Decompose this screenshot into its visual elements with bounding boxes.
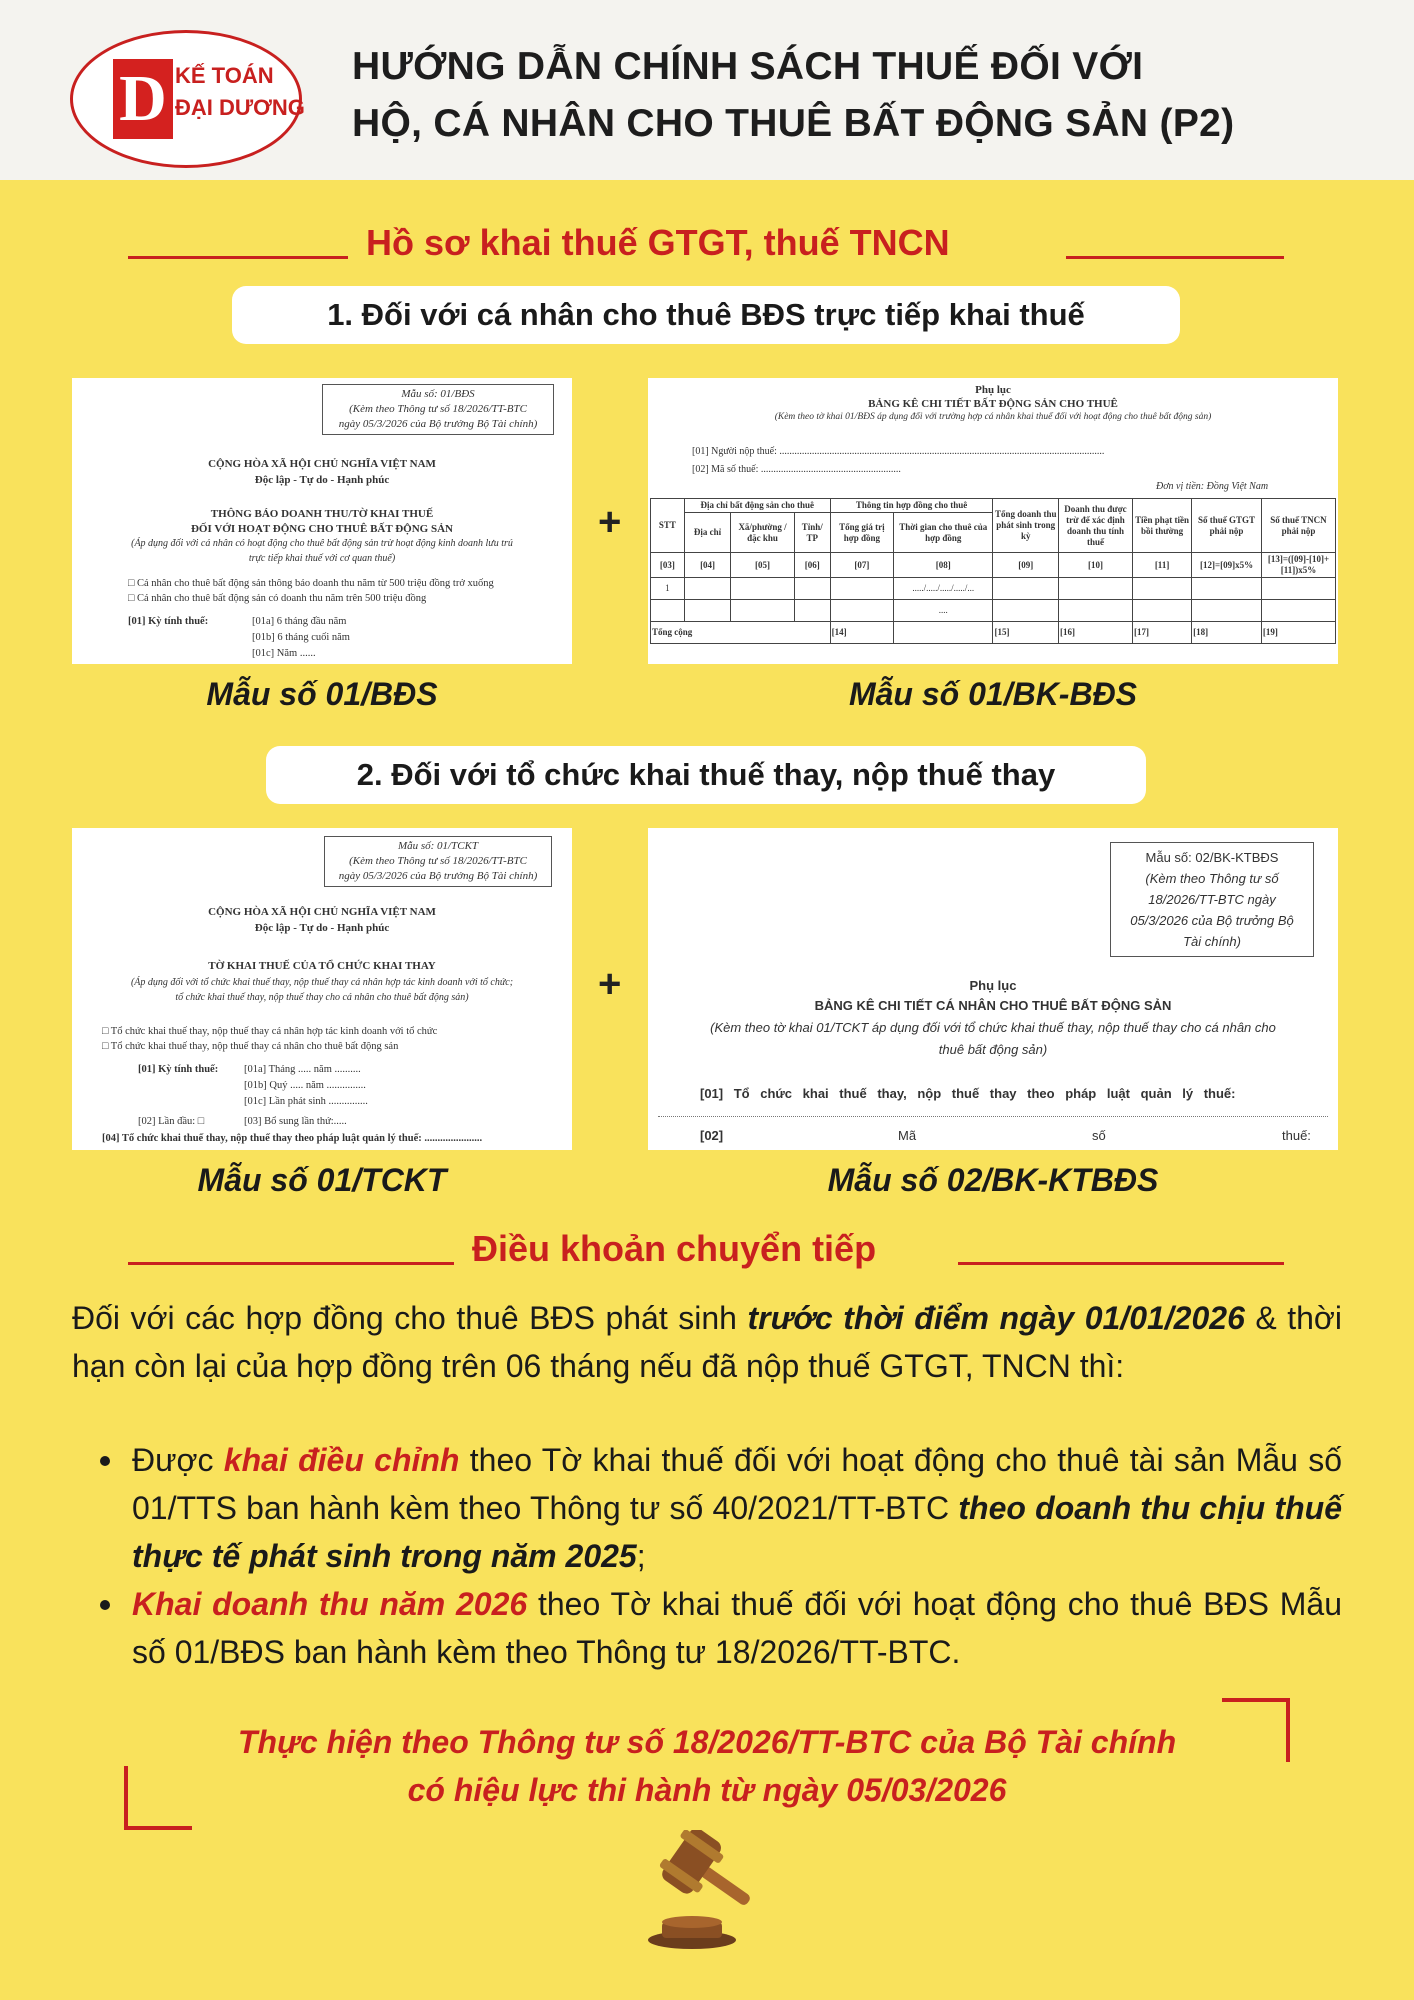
code-cell: [08]: [894, 553, 993, 578]
period-opt2: [01b] Quý ..... năm ...............: [244, 1080, 366, 1091]
form-circular: (Kèm theo Thông tư số 18/2026/TT-BTC: [349, 403, 527, 415]
heading-rule-left: [128, 1262, 454, 1265]
form-preview-01-bk-bds: [648, 378, 1338, 664]
col-pit: Số thuế TNCN phải nộp: [1261, 499, 1335, 553]
subheading-individual: 1. Đối với cá nhân cho thuê BĐS trực tiếp khai thuế: [232, 286, 1180, 344]
col-rental-period: Thời gian cho thuê của hợp đồng: [894, 513, 993, 553]
bullet-text: Được: [132, 1442, 224, 1478]
form-preview-01-tckt: [72, 828, 572, 1150]
col-province: Tỉnh/ TP: [794, 513, 830, 553]
form-note-line1: (Áp dụng đối với cá nhân có hoạt động cho thuê bất động sản trừ hoạt động kinh doanh lưu trú: [131, 538, 513, 549]
bullet-emphasis: theo doanh thu chịu thuế thực tế phát sinh trong năm 2025: [132, 1490, 1343, 1574]
bullet-item-adjust: [132, 1436, 1342, 1580]
appendix-note-line1: (Kèm theo tờ khai 01/TCKT áp dụng đối với tổ chức khai thuế thay, nộp thuế thay cho cá nhân cho: [710, 1020, 1276, 1035]
transition-paragraph: [72, 1294, 1342, 1390]
option-line1: □ Cá nhân cho thuê bất động sản thông báo doanh thu năm từ 500 triệu đồng trở xuống: [128, 578, 494, 589]
period-label: [01] Kỳ tính thuế:: [128, 616, 209, 627]
section-heading-dossier: Hồ sơ khai thuế GTGT, thuế TNCN: [366, 222, 950, 263]
para-text: & thời hạn còn lại của hợp đồng trên 06 tháng nếu đã nộp thuế GTGT, TNCN thì:: [72, 1300, 1343, 1384]
header: [0, 0, 1414, 180]
period-label: [01] Kỳ tính thuế:: [138, 1064, 219, 1075]
col-stt: STT: [651, 499, 685, 553]
form-circular: (Kèm theo Thông tư số: [1145, 871, 1279, 886]
option-line2: □ Tổ chức khai thuế thay, nộp thuế thay cá nhân cho thuê bất động sản: [102, 1041, 399, 1052]
form-preview-02-bk-ktbds: [648, 828, 1338, 1150]
tax-code-label: [02]: [700, 1128, 724, 1143]
heading-rule-left: [128, 256, 348, 259]
logo-line1: KẾ TOÁN: [175, 63, 274, 88]
form-title-line2: ĐỐI VỚI HOẠT ĐỘNG CHO THUÊ BẤT ĐỘNG SẢN: [190, 523, 453, 535]
appendix-title: BẢNG KÊ CHI TIẾT CÁ NHÂN CHO THUÊ BẤT ĐỘNG SẢN: [814, 998, 1172, 1013]
bullet-dot: [100, 1456, 110, 1466]
nation-name: CỘNG HÒA XÃ HỘI CHỦ NGHĨA VIỆT NAM: [208, 458, 436, 470]
form-note-line2: trực tiếp khai thuế với cơ quan thuế): [248, 553, 396, 564]
total-cell: [17]: [1132, 622, 1191, 644]
heading-rule-right: [1066, 256, 1284, 259]
total-cell: [19]: [1261, 622, 1335, 644]
appendix-note-line2: thuê bất động sản): [938, 1042, 1048, 1057]
motto: Độc lập - Tự do - Hạnh phúc: [254, 922, 390, 934]
code-cell: [03]: [651, 553, 685, 578]
tax-code-word1: Mã: [898, 1128, 917, 1143]
total-cell: [14]: [830, 622, 893, 644]
period-opt3: [01c] Năm ......: [252, 648, 316, 659]
form-code: Mẫu số: 01/BĐS: [401, 388, 475, 400]
col-contract-value: Tổng giá trị hợp đồng: [830, 513, 893, 553]
code-cell: [07]: [830, 553, 893, 578]
organization-field: [01] Tổ chức khai thuế thay, nộp thuế thay theo pháp luật quản lý thuế:: [700, 1086, 1236, 1101]
caption-form-01-tckt: Mẫu số 01/TCKT: [197, 1162, 447, 1198]
bullet-text: ;: [636, 1538, 646, 1574]
form-title-line1: THÔNG BÁO DOANH THU/TỜ KHAI THUẾ: [210, 508, 434, 520]
col-vat: Số thuế GTGT phải nộp: [1192, 499, 1262, 553]
plus-sign: +: [598, 962, 622, 1006]
tax-code-word3: thuế:: [1282, 1128, 1311, 1143]
caption-form-02-bk-ktbds: Mẫu số 02/BK-KTBĐS: [827, 1162, 1159, 1198]
bullet-dot: [100, 1600, 110, 1610]
form-title: TỜ KHAI THUẾ CỦA TỔ CHỨC KHAI THAY: [208, 960, 436, 972]
page-title: [352, 38, 1372, 152]
total-row-label: Tổng cộng: [651, 622, 831, 644]
code-cell: [13]=([09]-[10]+[11])x5%: [1261, 553, 1335, 578]
para-text: Đối với các hợp đồng cho thuê BĐS phát sinh: [72, 1300, 748, 1336]
code-cell: [12]=[09]x5%: [1192, 553, 1262, 578]
supplement-filing: [03] Bổ sung lần thứ:.....: [244, 1116, 347, 1127]
appendix-label: Phụ lục: [969, 978, 1017, 993]
bullet-emphasis: Khai doanh thu năm 2026: [132, 1586, 528, 1622]
motto: Độc lập - Tự do - Hạnh phúc: [254, 474, 390, 486]
organization-field: [04] Tổ chức khai thuế thay, nộp thuế thay theo pháp luật quản lý thuế: ......................: [102, 1133, 483, 1144]
total-cell: [16]: [1058, 622, 1132, 644]
logo-letter: D: [113, 59, 173, 139]
plus-sign: +: [598, 500, 622, 544]
form-note-line2: tổ chức khai thuế thay, nộp thuế thay cho cá nhân cho thuê bất động sản): [175, 992, 469, 1003]
tax-code-field: [02] Mã số thuế: ........................................................: [692, 464, 901, 475]
bullet-text: theo Tờ khai thuế đối với hoạt động cho thuê tài sản Mẫu số 01/TTS ban hành kèm theo Thông tư số 40/2021/TT-BTC: [132, 1442, 1343, 1526]
tax-code-word2: số: [1092, 1128, 1106, 1143]
form-date: ngày 05/3/2026 của Bộ trưởng Bộ Tài chính): [338, 418, 538, 430]
form-preview-01-bds: [72, 378, 572, 664]
appendix-note: (Kèm theo tờ khai 01/BĐS áp dụng đối với trường hợp cá nhân khai thuế đối với hoạt động cho thuê bất động sản): [774, 412, 1212, 422]
section-heading-transition: Điều khoản chuyển tiếp: [472, 1228, 877, 1269]
form-code: Mẫu số: 02/BK-KTBĐS: [1145, 850, 1279, 865]
total-cell: [15]: [993, 622, 1059, 644]
col-address-group: Địa chỉ bất động sản cho thuê: [684, 499, 830, 513]
col-total-revenue: Tổng doanh thu phát sinh trong kỳ: [993, 499, 1059, 553]
dots-placeholder: ....: [894, 600, 993, 622]
row-number: 1: [651, 578, 685, 600]
para-date-emphasis: trước thời điểm ngày 01/01/2026: [747, 1300, 1245, 1336]
code-cell: [11]: [1132, 553, 1191, 578]
form-date: 05/3/2026 của Bộ trưởng Bộ: [1130, 913, 1294, 928]
footer-line2: có hiệu lực thi hành từ ngày 05/03/2026: [407, 1772, 1007, 1808]
title-line1: HƯỚNG DẪN CHÍNH SÁCH THUẾ ĐỐI VỚI: [352, 45, 1144, 88]
bullet-emphasis: khai điều chỉnh: [223, 1442, 460, 1478]
code-cell: [06]: [794, 553, 830, 578]
form-circular-cont: 18/2026/TT-BTC ngày: [1148, 892, 1276, 907]
first-filing: [02] Lần đầu: □: [138, 1116, 205, 1127]
bullet-text: theo Tờ khai thuế đối với hoạt động cho thuê BĐS Mẫu số 01/BĐS ban hành kèm theo Thông tư 18/2026/TT-BTC.: [132, 1586, 1343, 1670]
property-table: [650, 498, 1336, 644]
footer-line1: Thực hiện theo Thông tư số 18/2026/TT-BTC của Bộ Tài chính: [237, 1724, 1177, 1760]
currency-unit: Đơn vị tiền: Đồng Việt Nam: [1156, 481, 1269, 492]
footer-note: [120, 1718, 1294, 1814]
company-logo: [70, 30, 305, 168]
col-address: Địa chỉ: [684, 513, 731, 553]
form-code-box: [324, 836, 552, 887]
rental-period-placeholder: ...../...../...../...../...: [894, 578, 993, 600]
col-contract-group: Thông tin hợp đồng cho thuê: [830, 499, 993, 513]
col-ward: Xã/phường /đặc khu: [731, 513, 794, 553]
appendix-label: Phụ lục: [975, 384, 1011, 396]
form-code-box: [322, 384, 554, 435]
caption-form-01-bk-bds: Mẫu số 01/BK-BĐS: [848, 676, 1138, 712]
col-compensation: Tiền phạt tiền bồi thường: [1132, 499, 1191, 553]
col-deductible: Doanh thu được trừ để xác định doanh thu tính thuế: [1058, 499, 1132, 553]
period-opt2: [01b] 6 tháng cuối năm: [252, 632, 350, 643]
subheading-organization: 2. Đối với tổ chức khai thuế thay, nộp thuế thay: [266, 746, 1146, 804]
period-opt3: [01c] Lần phát sinh ...............: [244, 1096, 368, 1107]
caption-form-01-bds: Mẫu số 01/BĐS: [206, 676, 438, 712]
bullet-item-declare: [132, 1580, 1342, 1676]
option-line2: □ Cá nhân cho thuê bất động sản có doanh thu năm trên 500 triệu đồng: [128, 593, 427, 604]
form-note-line1: (Áp dụng đối với tổ chức khai thuế thay, nộp thuế thay cá nhân hợp tác kinh doanh với tổ chức;: [130, 977, 514, 988]
logo-line2: ĐẠI DƯƠNG: [175, 95, 305, 120]
option-line1: □ Tổ chức khai thuế thay, nộp thuế thay cá nhân hợp tác kinh doanh với tổ chức: [102, 1026, 438, 1037]
title-line2: HỘ, CÁ NHÂN CHO THUÊ BẤT ĐỘNG SẢN (P2): [352, 102, 1235, 145]
code-cell: [10]: [1058, 553, 1132, 578]
gavel-icon: [640, 1830, 770, 1960]
form-ministry: Tài chính): [1183, 934, 1241, 949]
code-cell: [04]: [684, 553, 731, 578]
code-cell: [05]: [731, 553, 794, 578]
heading-rule-right: [958, 1262, 1284, 1265]
appendix-title: BẢNG KÊ CHI TIẾT BẤT ĐỘNG SẢN CHO THUÊ: [868, 398, 1118, 410]
total-cell: [18]: [1192, 622, 1262, 644]
form-circular: (Kèm theo Thông tư số 18/2026/TT-BTC: [349, 855, 527, 867]
form-code-box: [1110, 842, 1314, 957]
code-cell: [09]: [993, 553, 1059, 578]
form-date: ngày 05/3/2026 của Bộ trưởng Bộ Tài chính): [338, 870, 538, 882]
period-opt1: [01a] Tháng ..... năm ..........: [244, 1064, 361, 1075]
period-opt1: [01a] 6 tháng đầu năm: [252, 616, 347, 627]
nation-name: CỘNG HÒA XÃ HỘI CHỦ NGHĨA VIỆT NAM: [208, 906, 436, 918]
taxpayer-field: [01] Người nộp thuế: ..................................................................................................................................: [692, 446, 1105, 457]
form-code: Mẫu số: 01/TCKT: [397, 840, 479, 852]
dotted-line: [658, 1116, 1328, 1117]
